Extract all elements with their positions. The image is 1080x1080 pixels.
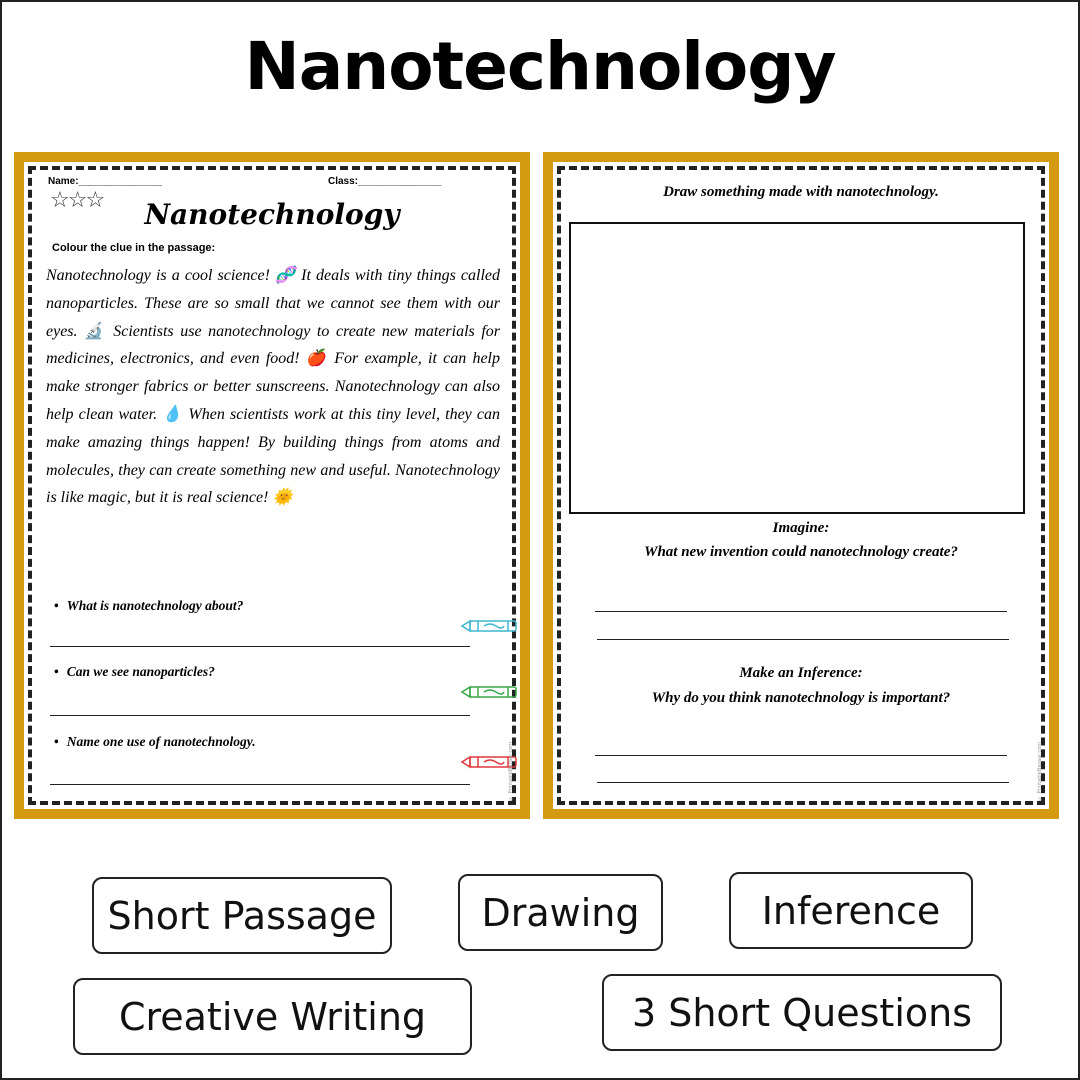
draw-prompt: Draw something made with nanotechnology. <box>663 184 939 200</box>
question-3: • Name one use of nanotechnology. <box>54 734 256 750</box>
answer-line-2[interactable] <box>50 715 470 716</box>
blue-crayon-icon <box>460 618 520 634</box>
tag-drawing: Drawing <box>458 874 663 951</box>
question-2: • Can we see nanoparticles? <box>54 664 215 680</box>
drawing-box[interactable] <box>569 222 1025 514</box>
answer-line-imagine-1[interactable] <box>595 611 1007 612</box>
answer-line-inference-2[interactable] <box>597 782 1009 783</box>
reading-passage: Nanotechnology is a cool science! 🧬 It deals with tiny things called nanoparticles. These are so small that we cannot see them with our eyes. 🔬 Scientists use nanotechnology to create new materials for medicines, electronics, and even food! 🍎 For example, it can help make stronger fabrics or better sunscreens. Nanotechnology can also help clean water. 💧 When scientists work at this tiny level, they can make amazing things happen! By building things from atoms and molecules, they can create something new and useful. Nanotechnology is like magic, but it is real science! 🌞 <box>46 267 500 507</box>
question-1: • What is nanotechnology about? <box>54 598 243 614</box>
imagine-question: What new invention could nanotechnology create? <box>644 544 958 560</box>
class-field-label: Class:_______________ <box>328 176 442 187</box>
passage-worksheet-preview <box>14 152 530 819</box>
drawing-worksheet-preview <box>543 152 1059 819</box>
tag-short-passage: Short Passage <box>92 877 392 954</box>
imagine-label: Imagine: <box>772 520 830 536</box>
tag-creative-writing: Creative Writing <box>73 978 472 1055</box>
page-title: Nanotechnology <box>244 28 836 105</box>
green-crayon-icon <box>460 684 520 700</box>
tag-3-short-questions: 3 Short Questions <box>602 974 1002 1051</box>
inference-question: Why do you think nanotechnology is important? <box>651 690 951 706</box>
answer-line-3[interactable] <box>50 784 470 785</box>
watermark: © PrintableBazaar.com <box>508 742 514 801</box>
answer-line-1[interactable] <box>50 646 470 647</box>
rating-stars-icon: ☆☆☆ <box>50 188 104 213</box>
passage-instruction: Colour the clue in the passage: <box>52 242 216 254</box>
answer-line-imagine-2[interactable] <box>597 639 1009 640</box>
worksheet-page <box>553 162 1049 809</box>
worksheet-title: Nanotechnology <box>144 198 400 231</box>
answer-line-inference-1[interactable] <box>595 755 1007 756</box>
watermark: © PrintableBazaar.com <box>1037 742 1043 801</box>
worksheet-page <box>24 162 520 809</box>
name-field-label: Name:_______________ <box>48 176 162 187</box>
inference-label: Make an Inference: <box>739 665 863 681</box>
tag-inference: Inference <box>729 872 973 949</box>
